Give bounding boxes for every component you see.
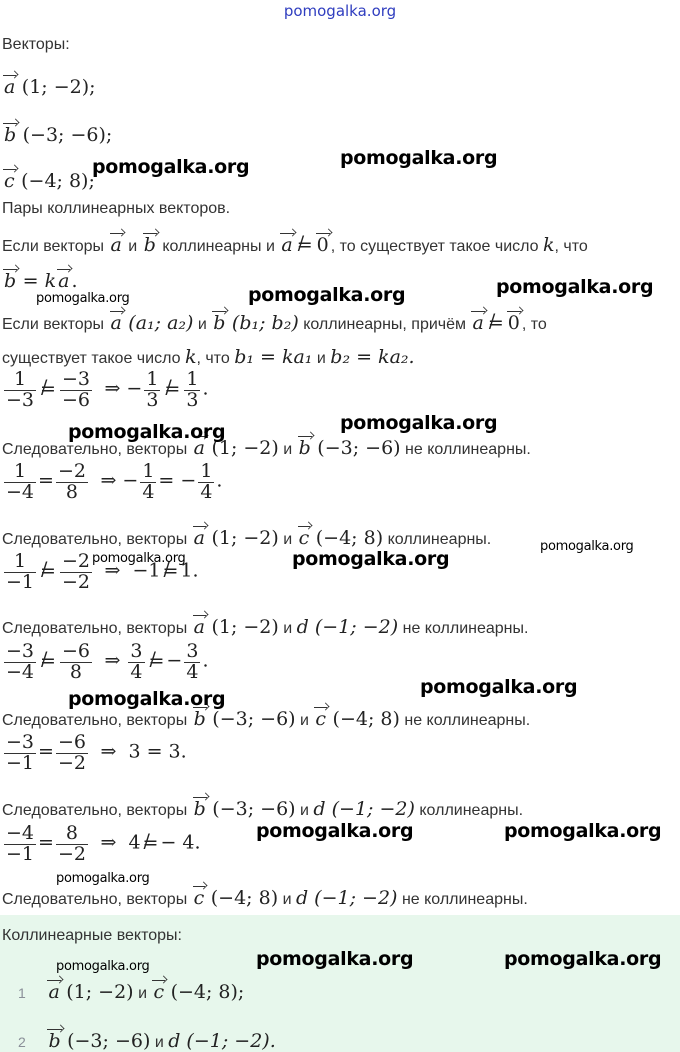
watermark: pomogalka.org: [92, 156, 250, 178]
ratio-a-c: $\frac{1}{-4}$ = $\frac{-2}{8}$ ⇒ − $\frac{1}{4}$ = − $\frac{1}{4}$ .: [6, 460, 223, 503]
watermark: pomogalka.org: [56, 871, 150, 886]
watermark: pomogalka.org: [340, 147, 498, 169]
site-header-link[interactable]: pomogalka.org: [283, 2, 397, 20]
conclusion-a-c: Следовательно, векторы a (1; −2) и c (−4; 8) коллинеарны.: [2, 527, 492, 549]
watermark: pomogalka.org: [340, 412, 498, 434]
watermark: pomogalka.org: [256, 820, 414, 842]
watermark: pomogalka.org: [92, 551, 186, 566]
conclusion-b-c: Следовательно, векторы b (−3; −6) и c (−4; 8) не коллинеарны.: [2, 708, 531, 730]
answer-block: [0, 915, 680, 1052]
watermark: pomogalka.org: [256, 948, 414, 970]
vector-b-coords: (−3; −6);: [22, 124, 113, 146]
answer-item: 1 a (1; −2) и c (−4; 8);: [18, 981, 245, 1003]
vector-c-coords: (−4; 8);: [21, 170, 95, 192]
watermark: pomogalka.org: [540, 539, 634, 554]
vector-a-coords: (1; −2);: [21, 76, 96, 98]
vector-b-definition: [2, 124, 112, 146]
conclusion-b-d: Следовательно, векторы b (−3; −6) и d (−1; −2) коллинеарны.: [2, 798, 524, 820]
theory-rule-2-cont: существует такое число k, что b₁ = ka₁ и b₂ = ka₂.: [2, 346, 415, 368]
watermark: pomogalka.org: [504, 820, 662, 842]
watermark: pomogalka.org: [68, 421, 226, 443]
theory-title: Пары коллинеарных векторов.: [2, 200, 231, 217]
vector-a-symbol: a: [4, 76, 16, 98]
watermark: pomogalka.org: [292, 548, 450, 570]
conclusion-a-b: Следовательно, векторы a (1; −2) и b (−3; −6) не коллинеарны.: [2, 437, 531, 459]
watermark: pomogalka.org: [36, 291, 130, 306]
theory-rule-1-formula: b = k a .: [4, 270, 78, 292]
theory-rule-1: Если векторы a и b коллинеарны и a = / 0 , то существует такое число k, что: [2, 234, 588, 256]
watermark: pomogalka.org: [504, 948, 662, 970]
answer-item: 2 b (−3; −6) и d (−1; −2).: [18, 1030, 276, 1052]
vector-a-definition: [2, 76, 96, 98]
conclusion-c-d: Следовательно, векторы c (−4; 8) и d (−1; −2) не коллинеарны.: [2, 887, 528, 909]
vector-b-symbol: b: [4, 124, 17, 146]
watermark: pomogalka.org: [56, 959, 150, 974]
watermark: pomogalka.org: [248, 284, 406, 306]
ratio-a-b: $\frac{1}{-3}$ = / $\frac{-3}{-6}$ ⇒ − $\frac{1}{3}$ = / $\frac{1}{3}$ .: [2, 370, 208, 411]
ratio-a-d: $\frac{1}{-1}$ = / $\frac{-2}{-2}$ ⇒ −1 = / 1.: [2, 552, 199, 593]
ratio-b-c: $\frac{-3}{-4}$ = / $\frac{-6}{8}$ ⇒ $\frac{3}{4}$ = / − $\frac{3}{4}$ .: [2, 642, 208, 683]
watermark: pomogalka.org: [68, 688, 226, 710]
vector-c-definition: [2, 170, 95, 192]
given-title: Векторы:: [2, 36, 70, 53]
ratio-c-d: $\frac{-4}{-1}$ = $\frac{8}{-2}$ ⇒ 4 = / − 4.: [2, 824, 201, 865]
conclusion-a-d: Следовательно, векторы a (1; −2) и d (−1; −2) не коллинеарны.: [2, 616, 529, 638]
watermark: pomogalka.org: [496, 276, 654, 298]
vector-c-symbol: c: [4, 170, 15, 192]
watermark: pomogalka.org: [420, 676, 578, 698]
ratio-b-d: $\frac{-3}{-1}$ = $\frac{-6}{-2}$ ⇒ 3 = 3.: [6, 731, 187, 774]
answer-title: Коллинеарные векторы:: [2, 927, 182, 944]
theory-rule-2: Если векторы a (a₁; a₂) и b (b₁; b₂) коллинеарны, причём a = / 0 , то: [2, 312, 547, 334]
